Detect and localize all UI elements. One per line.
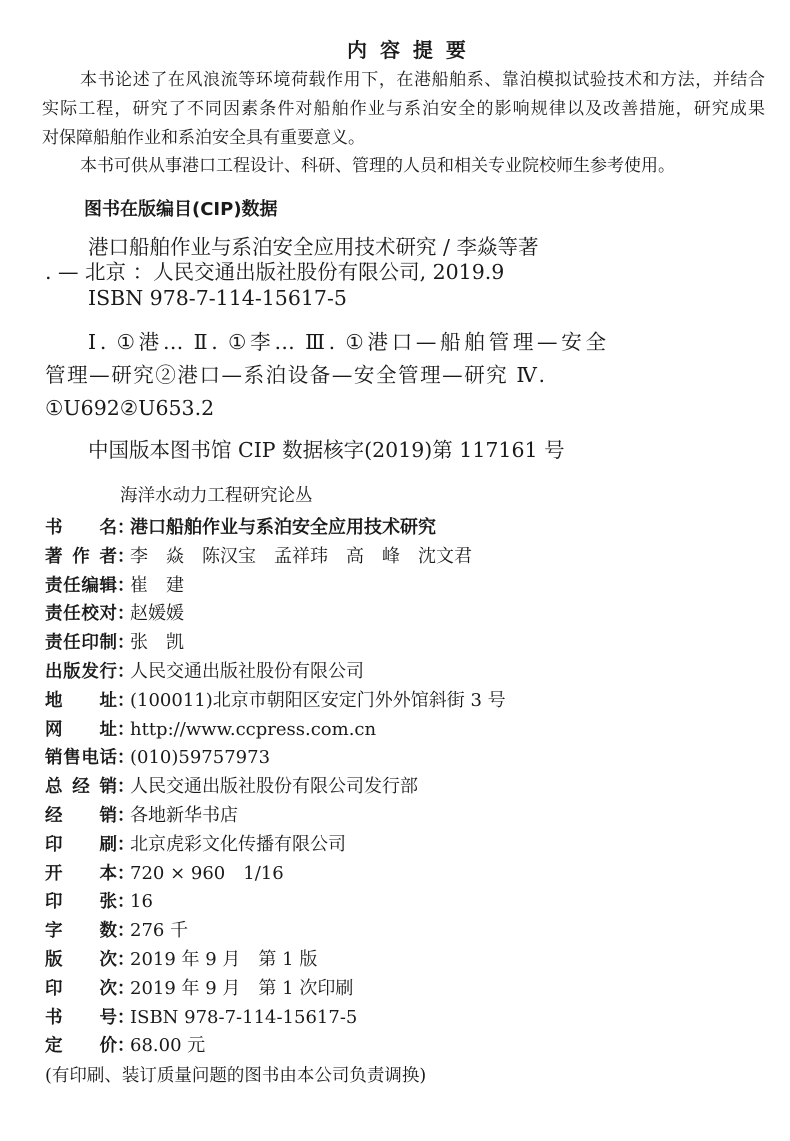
row-colon: ：: [117, 518, 135, 538]
colophon-row-edition: [45, 946, 765, 975]
row-colon: ：: [117, 978, 135, 999]
row-label: 字 数: [45, 921, 117, 942]
cip-isbn-line: ISBN 978-7-114-15617-5: [88, 286, 347, 310]
row-label: 地 址: [45, 690, 117, 711]
row-label: 书 号: [45, 1007, 117, 1028]
row-label: 总 经 销: [45, 777, 117, 798]
row-value: 2019 年 9 月 第 1 版: [130, 948, 318, 970]
row-colon: ：: [117, 921, 135, 942]
row-value: 2019 年 9 月 第 1 次印刷: [130, 977, 354, 999]
row-label: 印 张: [45, 892, 117, 913]
row-value: (100011)北京市朝阳区安定门外外馆斜街 3 号: [130, 689, 506, 711]
row-label: 书 名: [45, 518, 117, 538]
row-colon: ：: [117, 834, 135, 855]
row-label: 印 刷: [45, 834, 117, 855]
row-value: 张 凯: [130, 632, 184, 654]
row-label: 开 本: [45, 863, 117, 884]
row-value: 各地新华书店: [130, 804, 238, 826]
row-label: 责任编辑: [45, 575, 117, 596]
colophon-row-proofreader: [45, 600, 765, 629]
row-colon: ：: [117, 863, 135, 884]
row-colon: ：: [117, 690, 135, 711]
row-value: (010)59757973: [130, 747, 271, 769]
cip-classification-line3: ①U692②U653.2: [45, 396, 215, 420]
row-label: 责任印制: [45, 633, 117, 654]
row-value: 李 焱 陈汉宝 孟祥玮 高 峰 沈文君: [130, 545, 472, 567]
colophon-row-address: [45, 687, 765, 716]
series-name: 海洋水动力工程研究论丛: [120, 486, 313, 506]
row-colon: ：: [117, 1036, 135, 1057]
summary-paragraph1-line1: 本书论述了在风浪流等环境荷载作用下，在港船舶系、靠泊模拟试验技术和方法，并结合: [80, 70, 765, 90]
colophon-row-general-distributor: [45, 773, 765, 802]
colophon-row-price: [45, 1032, 765, 1061]
row-value: ISBN 978-7-114-15617-5: [130, 1006, 358, 1028]
row-label: 网 址: [45, 719, 117, 740]
colophon-row-publisher: [45, 658, 765, 687]
colophon-row-word-count: [45, 917, 765, 946]
colophon-row-editor: [45, 572, 765, 601]
row-colon: ：: [117, 661, 135, 682]
colophon-row-isbn: [45, 1004, 765, 1033]
row-label: 经 销: [45, 805, 117, 826]
row-colon: ：: [117, 892, 135, 913]
summary-paragraph1-line2: 实际工程，研究了不同因素条件对船舶作业与系泊安全的影响规律以及改善措施，研究成果: [42, 99, 765, 119]
colophon-row-distributor: [45, 802, 765, 831]
row-value: http://www.ccpress.com.cn: [130, 718, 377, 740]
row-value: 北京虎彩文化传播有限公司: [130, 833, 346, 855]
summary-paragraph1-line3: 对保障船舶作业和系泊安全具有重要意义。: [42, 128, 365, 148]
row-value: 68.00 元: [130, 1035, 206, 1057]
row-colon: ：: [117, 949, 135, 970]
row-value: 赵媛媛: [130, 603, 184, 625]
row-label: 出版发行: [45, 661, 117, 682]
colophon-row-website: [45, 716, 765, 745]
cip-record-line2: . — 北京 ：人民交通出版社股份有限公司, 2019.9: [45, 260, 505, 284]
row-label: 销售电话: [45, 748, 117, 769]
row-colon: ：: [117, 719, 135, 740]
row-colon: ：: [117, 748, 135, 769]
row-label: 版 次: [45, 949, 117, 970]
row-value: 人民交通出版社股份有限公司: [130, 660, 364, 682]
cip-classification-line1: Ⅰ. ①港… Ⅱ. ①李… Ⅲ. ①港口—船舶管理—安全: [88, 330, 606, 354]
summary-paragraph2: 本书可供从事港口工程设计、科研、管理的人员和相关专业院校师生参考使用。: [80, 156, 675, 176]
row-colon: ：: [117, 633, 135, 654]
colophon-row-sales-phone: [45, 744, 765, 773]
row-value: 港口船舶作业与系泊安全应用技术研究: [130, 517, 436, 538]
quality-guarantee-note: (有印刷、装订质量问题的图书由本公司负责调换): [45, 1066, 427, 1086]
row-colon: ：: [117, 575, 135, 596]
row-colon: ：: [117, 546, 135, 567]
cip-classification-line2: 管理—研究②港口—系泊设备—安全管理—研究 Ⅳ.: [45, 363, 545, 387]
row-label: 责任校对: [45, 604, 117, 625]
cip-record-line1: 港口船舶作业与系泊安全应用技术研究 / 李焱等著: [88, 235, 539, 259]
row-value: 276 千: [130, 920, 189, 942]
row-colon: ：: [117, 805, 135, 826]
row-value: 16: [130, 891, 153, 913]
colophon-row-book-title: [45, 514, 765, 543]
colophon-row-authors: [45, 543, 765, 572]
row-label: 定 价: [45, 1036, 117, 1057]
colophon-row-format: [45, 860, 765, 889]
row-label: 印 次: [45, 978, 117, 999]
row-colon: ：: [117, 777, 135, 798]
row-value: 崔 建: [130, 574, 184, 596]
row-value: 人民交通出版社股份有限公司发行部: [130, 776, 418, 798]
colophon-row-printing: [45, 975, 765, 1004]
row-value: 720 × 960 1/16: [130, 862, 284, 884]
colophon-row-print-supervisor: [45, 629, 765, 658]
colophon-row-printer: [45, 831, 765, 860]
row-colon: ：: [117, 1007, 135, 1028]
colophon-list: [45, 514, 765, 1061]
cip-verification-number: 中国版本图书馆 CIP 数据核字(2019)第 117161 号: [88, 438, 565, 462]
colophon-row-printed-sheets: [45, 888, 765, 917]
summary-title: 内 容 提 要: [347, 38, 469, 62]
row-label: 著 作 者: [45, 546, 117, 567]
cip-heading: 图书在版编目(CIP)数据: [84, 199, 278, 220]
row-colon: ：: [117, 604, 135, 625]
